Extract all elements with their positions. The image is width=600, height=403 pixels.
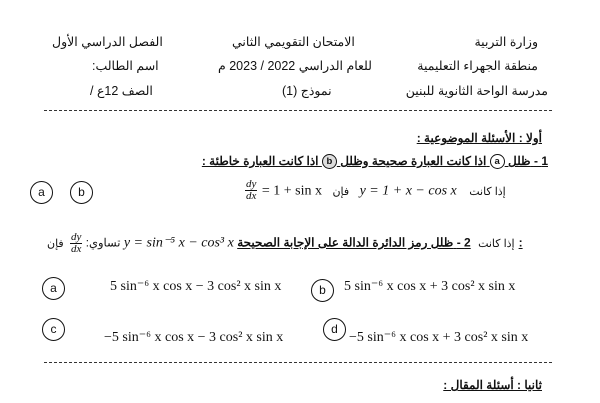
q2-option-a-expr: 5 sin⁻⁶ x cos x − 3 cos² x sin x xyxy=(110,279,282,294)
q1-true-text: اذا كانت العبارة صحيحة وظلل xyxy=(340,154,487,168)
q2-option-b-expr: 5 sin⁻⁶ x cos x + 3 cos² x sin x xyxy=(344,279,516,294)
q1-if-word: إذا كانت xyxy=(469,185,506,198)
header-divider xyxy=(44,110,552,111)
q2-equals-word: تساوي: xyxy=(85,237,121,250)
q1-inline-a-circle: a xyxy=(490,154,505,169)
q2-option-c-expr: −5 sin⁻⁶ x cos x − 3 cos² x sin x xyxy=(104,330,284,345)
q2-choice-d[interactable]: d xyxy=(323,318,346,341)
ministry-label: وزارة التربية xyxy=(474,35,538,49)
student-name-label: اسم الطالب: xyxy=(92,59,159,73)
q1-choice-a[interactable]: a xyxy=(30,181,53,204)
q1-derivative: $\frac{dy}{dx}$ xyxy=(246,178,257,202)
q1-statement xyxy=(245,179,506,202)
q2-given: y = sin⁻⁵ x − cos³ x xyxy=(123,235,234,251)
q2-then-word: فإن xyxy=(47,237,64,250)
q2-choice-c[interactable]: c xyxy=(42,318,65,341)
district-label: منطقة الجهراء التعليمية xyxy=(417,59,538,73)
school-label: مدرسة الواحة الثانوية للبنين xyxy=(405,84,548,98)
section2-title: ثانيا : أسئلة المقال : xyxy=(443,378,542,392)
q1-inline-b-circle: b xyxy=(322,154,337,169)
q2-instruction: 2 - ظلل رمز الدائرة الدالة على الإجابة الصحيحة: xyxy=(237,235,523,250)
exam-title: الامتحان التقويمي الثاني xyxy=(232,35,355,49)
q2-question xyxy=(44,232,523,255)
q1-shade-word: ظلل xyxy=(508,154,531,168)
q2-choice-b[interactable]: b xyxy=(311,279,334,302)
q2-derivative: $\frac{dy}{dx}$ xyxy=(71,231,82,255)
q1-instruction xyxy=(202,154,548,169)
q1-false-text: اذا كانت العبارة خاطئة : xyxy=(201,154,319,168)
q1-choice-b[interactable]: b xyxy=(70,181,93,204)
academic-year: للعام الدراسي 2022 / 2023 م xyxy=(218,59,372,73)
q1-claim: = 1 + sin x xyxy=(261,183,322,199)
q1-given: y = 1 + x − cos x xyxy=(359,183,457,199)
semester-label: الفصل الدراسي الأول xyxy=(52,35,163,49)
q2-option-d-expr: −5 sin⁻⁶ x cos x + 3 cos² x sin x xyxy=(349,330,529,345)
section-divider xyxy=(44,362,552,363)
q2-if-word: إذا كانت xyxy=(478,237,515,250)
q2-choice-a[interactable]: a xyxy=(42,277,65,300)
model-number: نموذج (1) xyxy=(282,84,332,98)
q1-then-word: فإن xyxy=(332,185,350,198)
grade-label: الصف 12ع / xyxy=(90,84,153,98)
q1-number: 1 - xyxy=(533,154,548,168)
section1-title: أولا : الأسئلة الموضوعية : xyxy=(416,131,542,145)
